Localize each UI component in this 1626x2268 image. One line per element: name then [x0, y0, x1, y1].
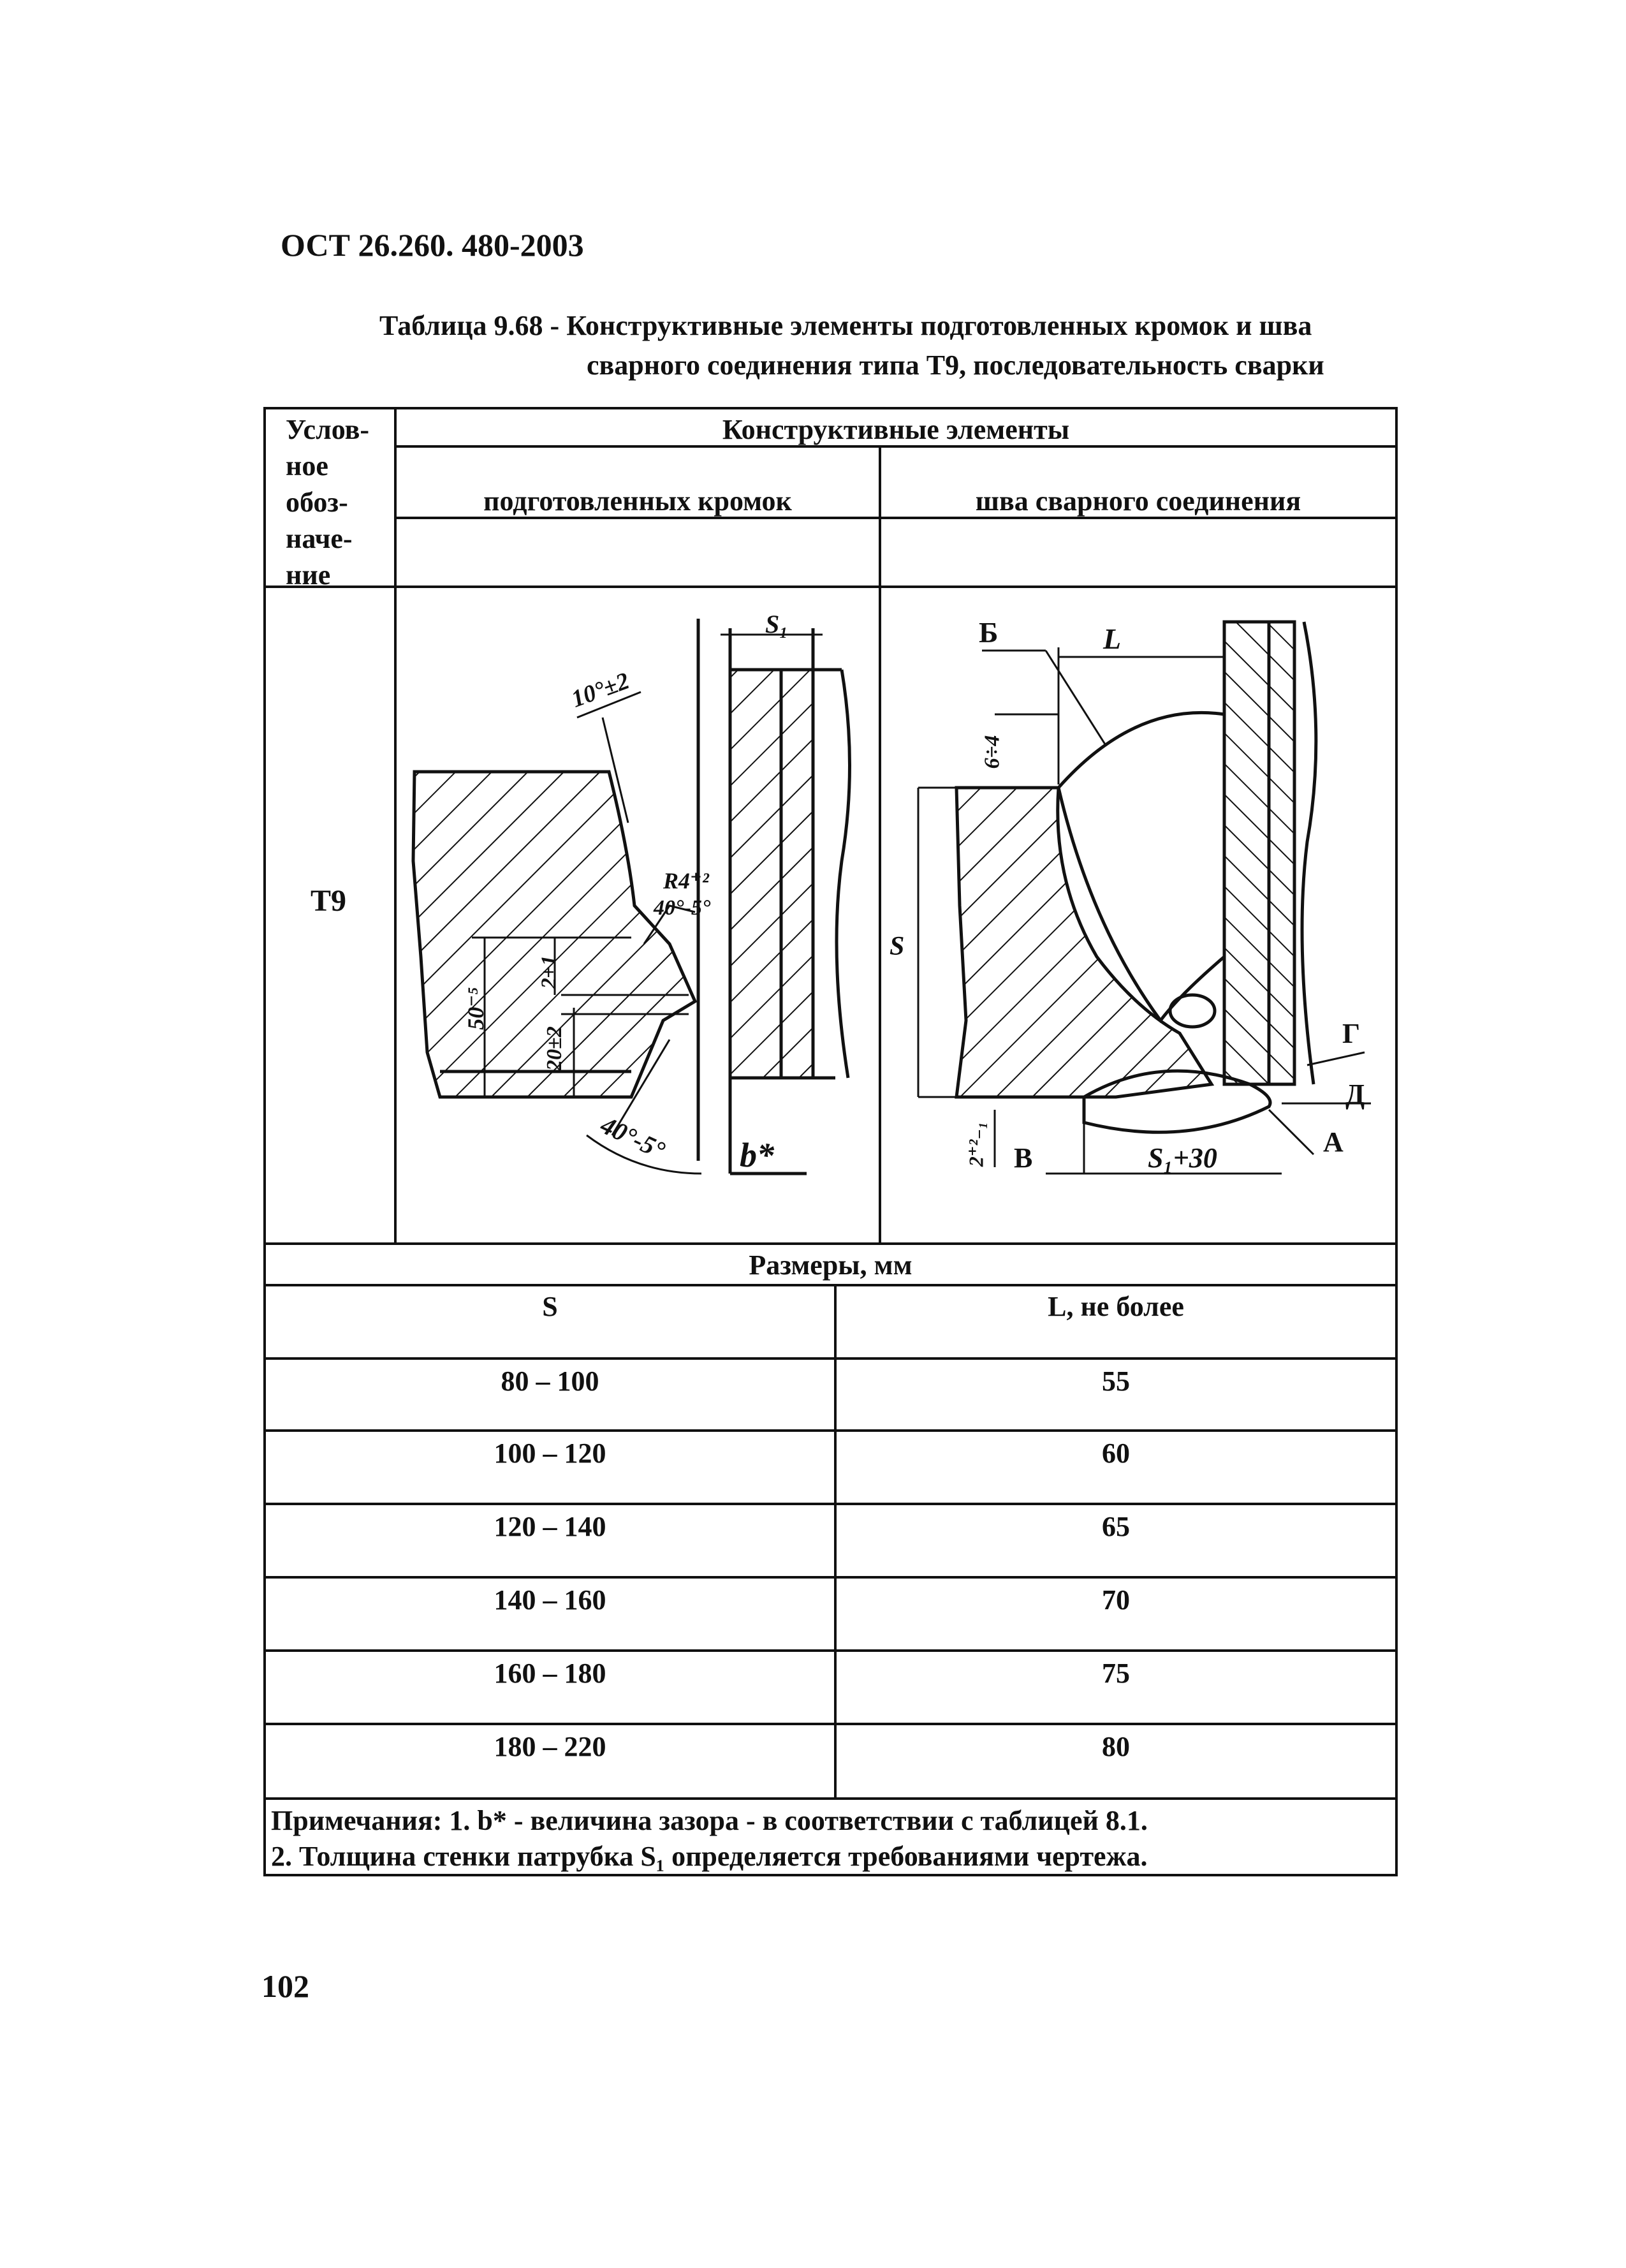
- table-cell-s: 140 – 160: [494, 1584, 606, 1616]
- table-cell-s: 160 – 180: [494, 1658, 606, 1689]
- designation-header-line-4: наче-: [286, 523, 353, 554]
- prepared-edges-header: подготовленных кромок: [483, 485, 792, 517]
- label-s1: S₁: [765, 610, 789, 638]
- label-v: В: [1014, 1142, 1033, 1174]
- table-cell-l: 65: [1102, 1511, 1130, 1542]
- table-cell-l: 60: [1102, 1438, 1130, 1469]
- label-radius: R4⁺²: [663, 868, 709, 894]
- designation-header: [286, 411, 369, 593]
- label-angle-small: 40°-5°: [654, 896, 711, 920]
- designation-value: Т9: [311, 884, 347, 918]
- label-l: L: [1103, 622, 1122, 655]
- label-g: Г: [1342, 1018, 1360, 1049]
- weld-header: шва сварного соединения: [975, 485, 1301, 517]
- label-angle-bottom: 40°-5°: [596, 1110, 670, 1165]
- label-dim-20: 20±2: [542, 1026, 566, 1071]
- sizes-header: Размеры, мм: [749, 1249, 912, 1281]
- table-notes: [271, 1803, 1148, 1874]
- label-dim-2-right: 2⁺²₋₁: [964, 1121, 988, 1167]
- designation-header-line-3: обоз-: [286, 487, 348, 518]
- table-cell-l: 80: [1102, 1731, 1130, 1762]
- designation-header-line-5: ние: [286, 559, 331, 591]
- table-cell-l: 75: [1102, 1658, 1130, 1689]
- designation-header-line-1: Услов-: [286, 414, 370, 445]
- label-dim-2: 2±1: [537, 955, 561, 989]
- label-s1-30: S₁+30: [1148, 1142, 1217, 1174]
- col-l-header: L, не более: [1048, 1291, 1184, 1322]
- table-cell-l: 55: [1102, 1366, 1130, 1397]
- label-d: Д: [1345, 1079, 1365, 1110]
- table-cell-s: 100 – 120: [494, 1438, 606, 1469]
- table-cell-s: 180 – 220: [494, 1731, 606, 1762]
- label-b-cyr: Б: [979, 616, 999, 649]
- table-cell-s: 120 – 140: [494, 1511, 606, 1542]
- weld-drawing: [918, 622, 1371, 1174]
- table-cell-l: 70: [1102, 1584, 1130, 1616]
- caption-line-2: сварного соединения типа Т9, последовательность сварки: [587, 350, 1324, 381]
- label-dim-50: 50⁻⁵: [462, 987, 488, 1030]
- label-a: А: [1323, 1126, 1344, 1158]
- elements-header: Конструктивные элементы: [722, 414, 1070, 445]
- prepared-edges-drawing: [413, 619, 850, 1174]
- note-2: 2. Толщина стенки патрубка S₁ определяется требованиями чертежа.: [271, 1841, 1148, 1872]
- col-s-header: S: [542, 1291, 558, 1322]
- document-code: ОСТ 26.260. 480-2003: [281, 227, 584, 263]
- designation-header-line-2: ное: [286, 450, 328, 482]
- caption-line-1: Таблица 9.68 - Конструктивные элементы подготовленных кромок и шва: [379, 310, 1312, 341]
- label-gap: b*: [740, 1136, 774, 1174]
- note-1: Примечания: 1. b* - величина зазора - в соответствии с таблицей 8.1.: [271, 1805, 1148, 1836]
- page-number: 102: [261, 1968, 309, 2004]
- table-cell-s: 80 – 100: [501, 1366, 599, 1397]
- label-s: S: [890, 932, 905, 961]
- label-angle-top: 10°±2: [568, 667, 633, 713]
- label-dim-6: 6÷4: [980, 735, 1004, 769]
